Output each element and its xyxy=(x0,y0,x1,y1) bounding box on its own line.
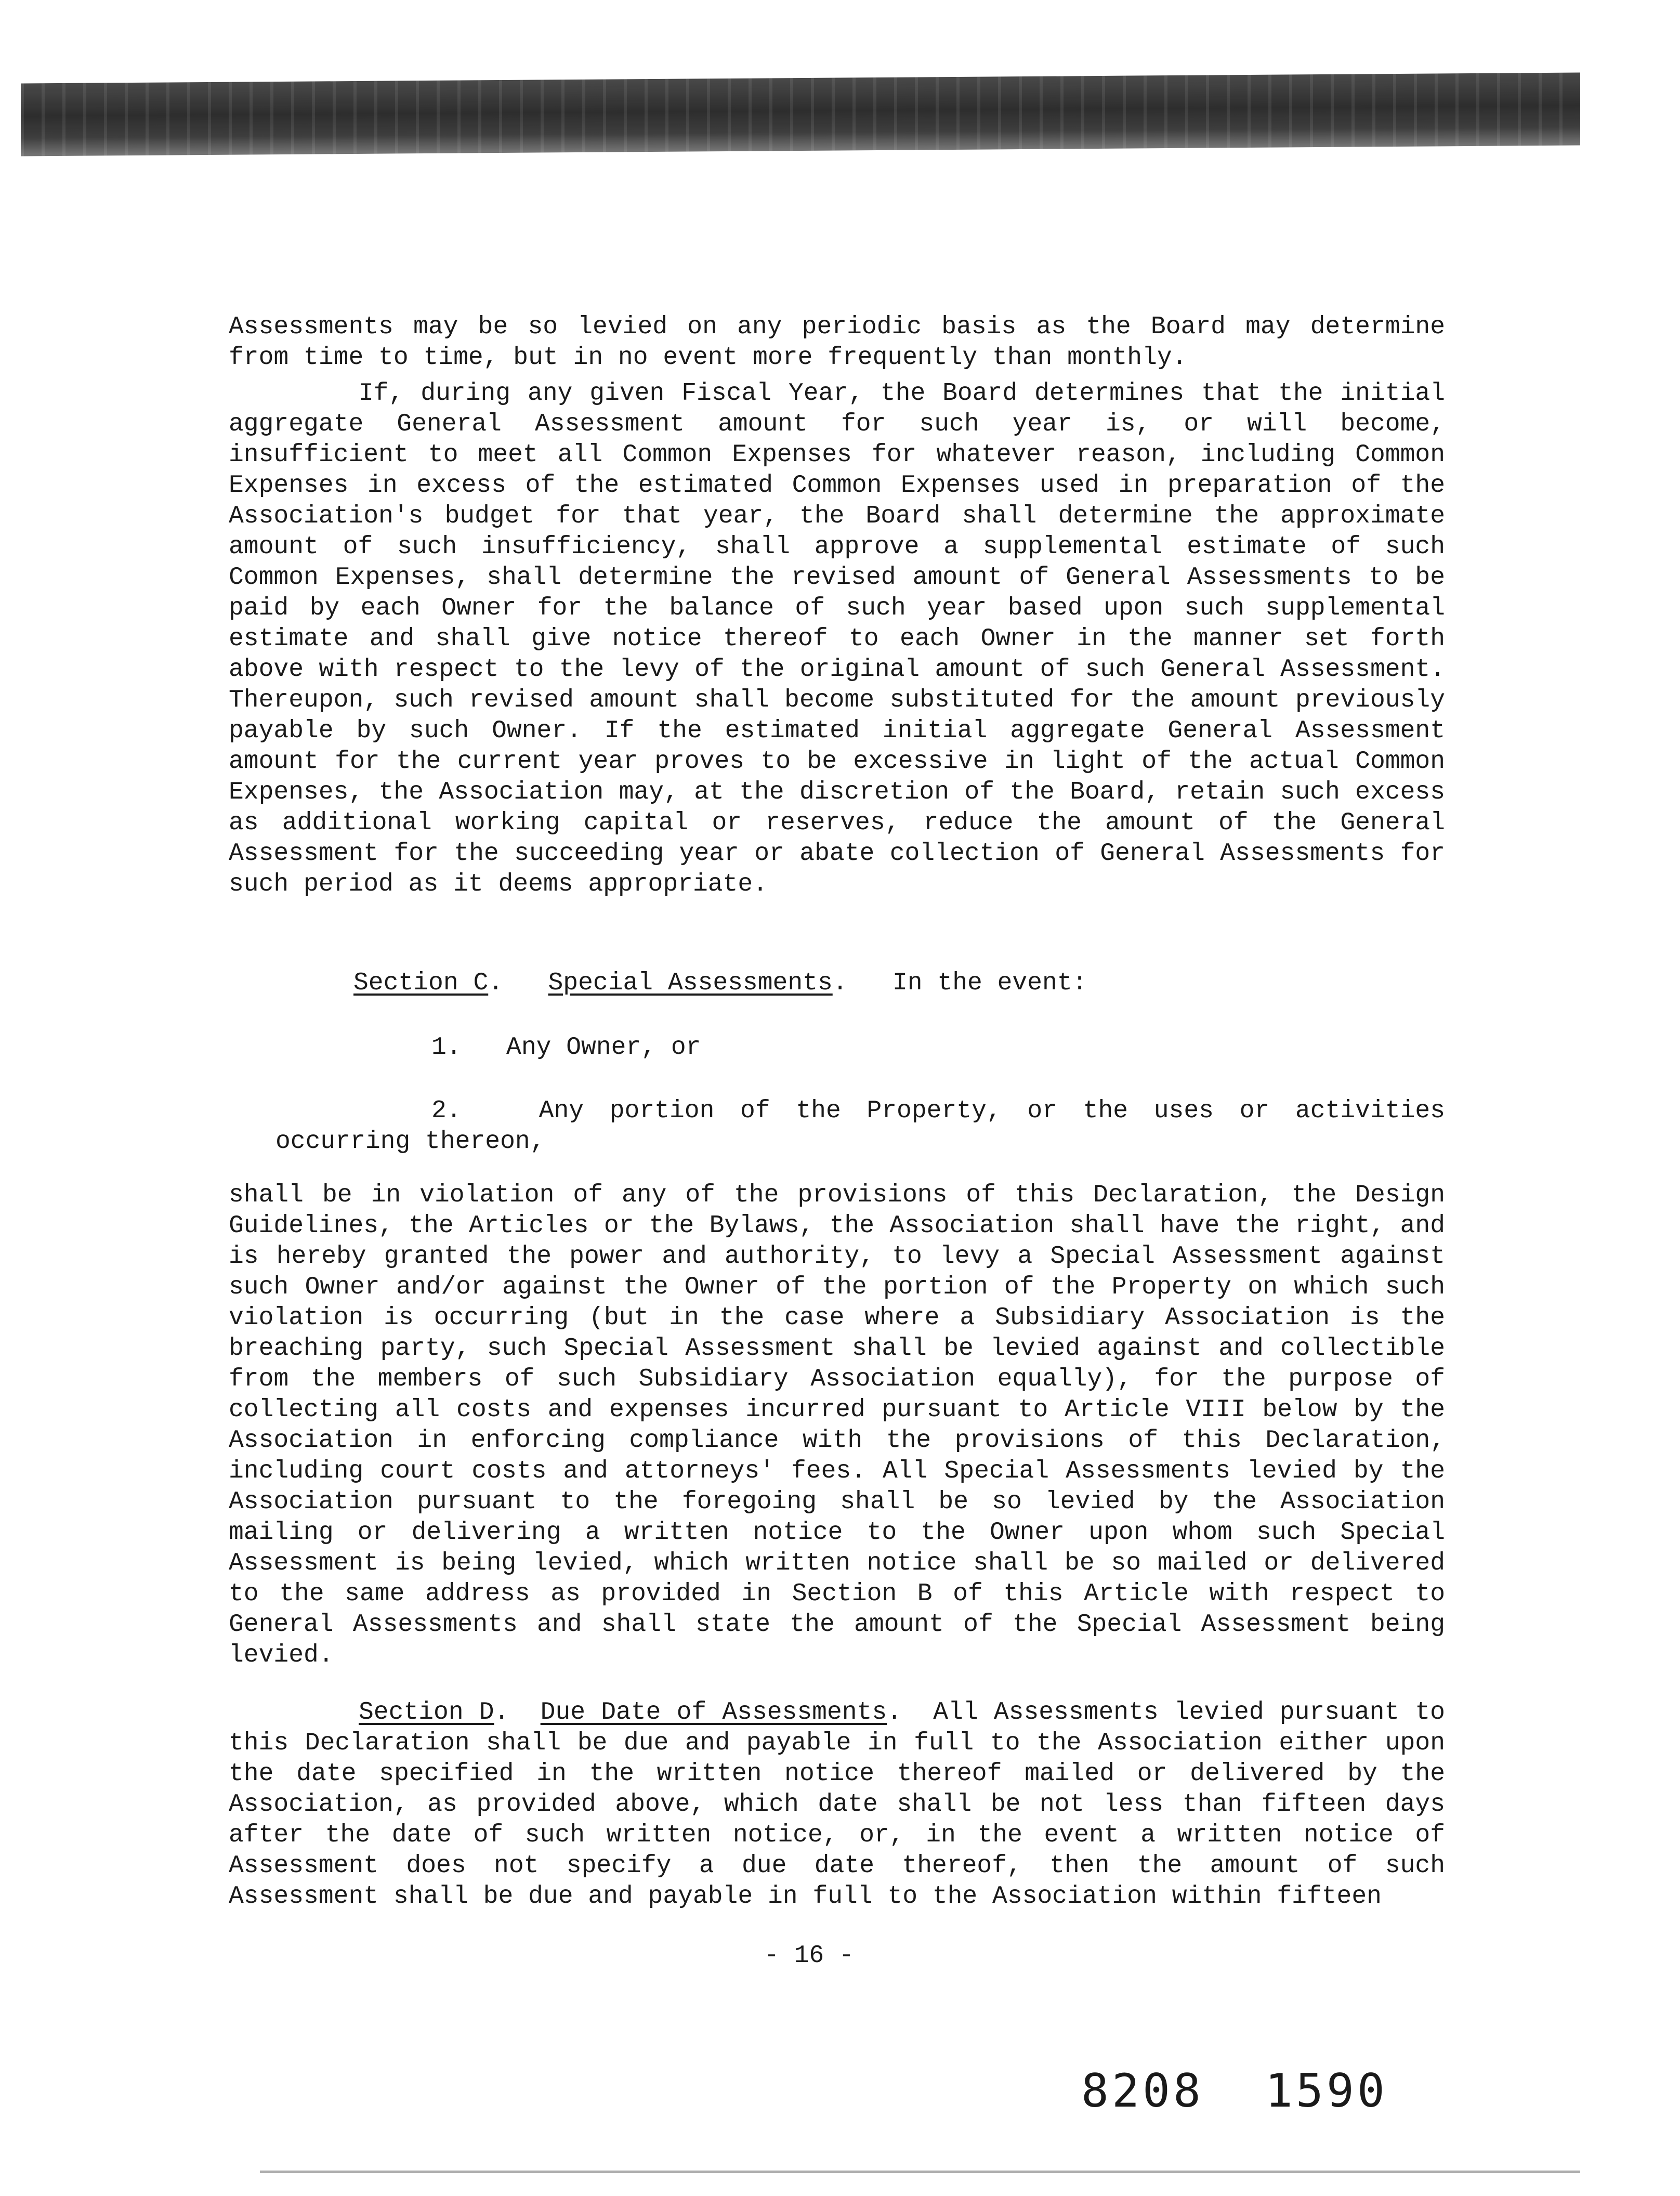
section-d-paragraph: Section D. Due Date of Assessments. All Assessments levied pursuant to this Declaration shall be due and payable in full to the Association either upon the date specified in the written notice thereof mailed or delivered by the Association, as provided above, which date shall be not less than fifteen days after the date of such written notice, or, in the event a written notice of Assessment does not specify a due date thereof, then the amount of such Assessment shall be due and payable in full to the Association within fifteen xyxy=(229,1698,1445,1911)
section-d-title: Due Date of Assessments xyxy=(540,1698,887,1727)
recording-number: 8208 1590 xyxy=(1081,2064,1388,2117)
paragraph-1: Assessments may be so levied on any periodic basis as the Board may determine from time to time, but in no event more frequently than monthly. xyxy=(229,313,1445,372)
section-d-label: Section D xyxy=(359,1698,494,1727)
section-d-text: All Assessments levied pursuant to this Declaration shall be due and payable in full to the Association either upon the date specified in the written notice thereof mailed or delivered by the Association, as provided above, which date shall be not less than fifteen days after the date of such written notice, or, in the event a written notice of Assessment does not specify a due date thereof, then the amount of such Assessment shall be due and payable in full to the Association within fifteen xyxy=(229,1698,1445,1911)
section-c-title: Special Assessments xyxy=(548,969,833,997)
paragraph-2: If, during any given Fiscal Year, the Board determines that the initial aggregate General Assessment amount for such year is, or will become, insufficient to meet all Common Expenses for whatever reason, including Common Expenses in excess of the estimated Common Expenses used in preparation of the Association's budget for that year, the Board shall determine the approximate amount of such insufficiency, shall approve a supplemental estimate of such Common Expenses, shall determine the revised amount of General Assessments to be paid by each Owner for the balance of such year based upon such supplemental estimate and shall give notice thereof to each Owner in the manner set forth above with respect to the levy of the original amount of such General Assessment. Thereupon, such revised amount shall become substituted for the amount previously payable by such Owner. If the estimated initial aggregate General Assessment amount for the current year proves to be excessive in light of the actual Common Expenses, the Association may, at the discretion of the Board, retain such excess as additional working capital or reserves, reduce the amount of the General Assessment for the succeeding year or abate collection of General Assessments for such period as it deems appropriate. xyxy=(229,380,1445,898)
page-number: - 16 - xyxy=(764,1942,854,1970)
section-c-intro: In the event: xyxy=(892,969,1087,997)
bottom-rule xyxy=(260,2171,1580,2173)
paragraph-3: shall be in violation of any of the provisions of this Declaration, the Design Guidelines, the Articles or the Bylaws, the Association shall have the right, and is hereby granted the power and authority, to levy a Special Assessment against such Owner and/or against the Owner of the portion of the Property on which such violation is occurring (but in the case where a Subsidiary Association is the breaching party, such Special Assessment shall be levied against and collectible from the members of such Subsidiary Association equally), for the purpose of collecting all costs and expenses incurred pursuant to Article VIII below by the Association in enforcing compliance with the provisions of this Declaration, including court costs and attorneys' fees. All Special Assessments levied by the Association pursuant to the foregoing shall be so levied by the Association mailing or delivering a written notice to the Owner upon whom such Special Assessment is being levied, which written notice shall be so mailed or delivered to the same address as provided in Section B of this Article with respect to General Assessments and shall state the amount of the Special Assessment being levied. xyxy=(229,1181,1445,1669)
list-item-2: 2. Any portion of the Property, or the uses or activities occurring thereon, xyxy=(275,1097,1460,1156)
list-item-1: 1. Any Owner, or xyxy=(431,1034,701,1062)
section-c-heading: Section C. Special Assessments. In the event: xyxy=(353,969,1087,997)
scan-artifact-bar xyxy=(21,73,1580,156)
section-c-label: Section C xyxy=(353,969,489,997)
